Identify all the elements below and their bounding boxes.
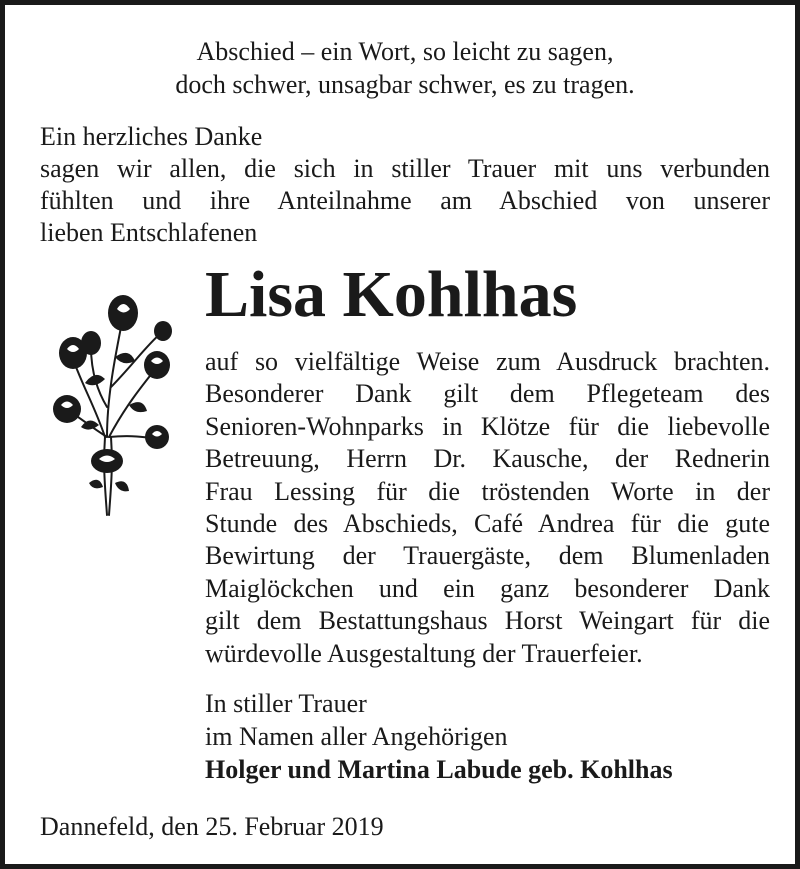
body-line: gilt dem Bestattungshaus Horst Weingart für die [205,606,770,636]
intro-line: Ein herzliches Danke [40,122,263,151]
thanks-body [205,346,770,670]
signature-line: im Namen aller Angehörigen [205,722,508,751]
intro-line: lieben Entschlafenen [40,218,258,247]
body-line: Betreuung, Herrn Dr. Kausche, der Rednerin [205,444,770,474]
signature-block [205,687,673,786]
body-line: Senioren-Wohnparks in Klötze für die liebevolle [205,411,770,441]
intro-line: fühlten und ihre Anteilnahme am Abschied von unserer [40,186,770,215]
verse-line: Abschied – ein Wort, so leicht zu sagen, [196,37,614,66]
body-line: Stunde des Abschieds, Café Andrea für die gute [205,509,770,539]
deceased-name: Lisa Kohlhas [205,258,578,331]
rose-bouquet-icon [45,287,175,519]
body-line: Maiglöckchen und ein ganz besonderer Dank [205,573,770,603]
signature-names: Holger und Martina Labude geb. Kohlhas [205,755,673,784]
body-line: Bewirtung der Trauergäste, dem Blumenladen [205,541,770,571]
body-line: Frau Lessing für die tröstenden Worte in der [205,476,770,506]
body-line: Besonderer Dank gilt dem Pflegeteam des [205,379,770,409]
body-line: auf so vielfältige Weise zum Ausdruck brachten. [205,347,770,376]
verse-line: doch schwer, unsagbar schwer, es zu tragen. [175,70,635,99]
intro-line: sagen wir allen, die sich in stiller Trauer mit uns verbunden [40,154,770,183]
thanks-intro [40,121,770,249]
body-line: würdevolle Ausgestaltung der Trauerfeier. [205,638,643,668]
signature-line: In stiller Trauer [205,689,367,718]
verse [5,35,800,101]
place-date: Dannefeld, den 25. Februar 2019 [40,812,384,841]
